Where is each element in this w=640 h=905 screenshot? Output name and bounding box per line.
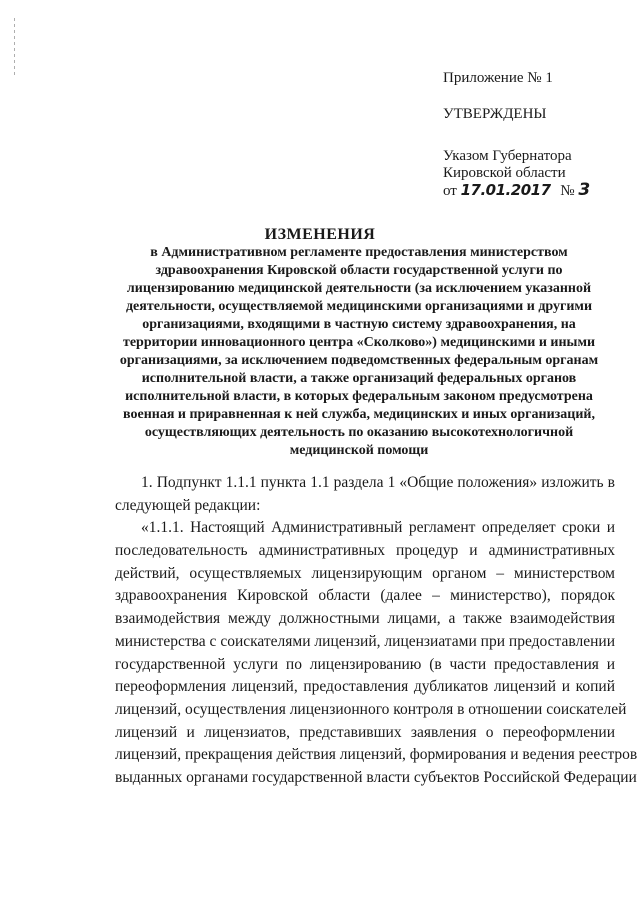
paragraph-1 — [115, 472, 615, 517]
subtitle-line: в Административном регламенте предоставления министерством — [150, 245, 568, 260]
subtitle-line: исполнительной власти, а также организаций федеральных органов — [141, 371, 577, 386]
body-line: «1.1.1. Настоящий Административный регламент определяет сроки и — [141, 519, 615, 537]
body-line: выданных органами государственной власти субъектов Российской Федерации — [115, 768, 637, 786]
subtitle-line: организациями, за исключением подведомственных федеральным органам — [119, 353, 599, 368]
body-line: лицензий и лицензиатов, представивших заявления о переоформлении — [115, 723, 615, 741]
subtitle-line: лицензированию медицинской деятельности (за исключением указанной — [126, 281, 592, 296]
body-line: 1. Подпункт 1.1.1 пункта 1.1 раздела 1 «Общие положения» изложить в — [141, 474, 615, 491]
approval-block — [443, 70, 628, 200]
paragraph-2 — [115, 517, 638, 789]
scan-edge-mark — [14, 18, 15, 78]
body-line: здравоохранения Кировской области (далее – министерство), порядок — [115, 587, 615, 605]
body-line: государственной услуги по лицензированию (в части предоставления и — [115, 655, 615, 673]
subtitle-line: военная и приравненная к ней служба, медицинских и иных организаций, — [123, 407, 595, 422]
decree-line-1: Указом Губернатора — [443, 148, 572, 164]
number-prefix: № — [560, 183, 575, 199]
subtitle-line: медицинской помощи — [289, 443, 429, 458]
approved-label: УТВЕРЖДЕНЫ — [443, 106, 547, 122]
document-title: ИЗМЕНЕНИЯ — [264, 226, 376, 243]
subtitle-line: здравоохранения Кировской области государственной услуги по — [155, 263, 563, 278]
body-line: лицензий, осуществления лицензионного контроля в отношении соискателей — [115, 700, 627, 718]
body-line: переоформления лицензий, предоставления дубликатов лицензий и копий — [115, 678, 615, 696]
document-body — [115, 472, 638, 790]
subtitle-line: исполнительной власти, в которых федеральным законом предусмотрена — [125, 389, 593, 404]
subtitle-line: деятельности, осуществляемой медицинскими организациями и другими — [125, 299, 593, 314]
handwritten-number: 3 — [578, 180, 590, 200]
from-prefix: от — [443, 183, 457, 199]
document-subtitle — [108, 244, 610, 460]
body-line: взаимодействия между должностными лицами, а также взаимодействия — [115, 610, 615, 628]
body-line: действий, осуществляемых лицензирующим органом – министерством — [115, 564, 615, 582]
decree-date-line — [443, 182, 628, 200]
body-line: министерства с соискателями лицензий, лицензиатами при предоставлении — [115, 632, 615, 650]
body-line: последовательность административных процедур и административных — [115, 542, 615, 560]
subtitle-line: организациями, входящими в частную систему здравоохранения, на — [142, 317, 576, 332]
body-line: лицензий, прекращения действия лицензий, формирования и ведения реестров — [115, 746, 638, 764]
decree-line-2: Кировской области — [443, 165, 566, 181]
subtitle-line: осуществляющих деятельность по оказанию высокотехнологичной — [144, 425, 574, 440]
subtitle-line: территории инновационного центра «Сколково») медицинскими и иными — [122, 335, 596, 350]
body-line: следующей редакции: — [115, 496, 261, 514]
handwritten-date: 17.01.2017 — [460, 181, 551, 199]
appendix-label: Приложение № 1 — [443, 70, 553, 86]
